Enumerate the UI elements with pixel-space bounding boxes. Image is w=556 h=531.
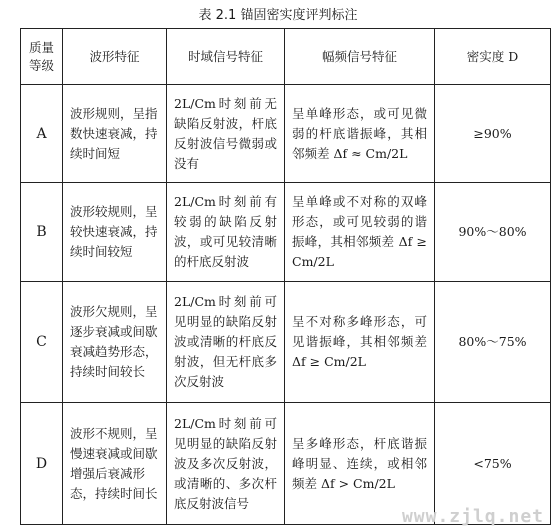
- wave-cell: 波形较规则，呈较快速衰减，持续时间较短: [63, 183, 167, 281]
- time-cell: 2L/Cm时刻前可见明显的缺陷反射波及多次反射波，或清晰的、多次杆底反射波信号: [167, 403, 285, 525]
- time-cell: 2L/Cm时刻前无缺陷反射波，杆底反射波信号微弱或没有: [167, 85, 285, 183]
- ratio-cell: 80%～75%: [435, 281, 551, 403]
- header-grade: 质量等级: [21, 29, 63, 85]
- ratio-cell: <75%: [435, 403, 551, 525]
- time-cell: 2L/Cm时刻前有较弱的缺陷反射波，或可见较清晰的杆底反射波: [167, 183, 285, 281]
- header-wave: 波形特征: [63, 29, 167, 85]
- header-time: 时域信号特征: [167, 29, 285, 85]
- freq-cell: 呈单峰形态，或可见微弱的杆底谐振峰，其相邻频差 Δf ≈ Cm/2L: [285, 85, 435, 183]
- table-caption: 表 2.1 锚固密实度评判标注: [198, 8, 358, 23]
- wave-cell: 波形不规则，呈慢速衰减或间歇增强后衰减形态，持续时间长: [63, 403, 167, 525]
- table-row: [21, 183, 551, 281]
- wave-cell: 波形规则，呈指数快速衰减，持续时间短: [63, 85, 167, 183]
- grade-cell: D: [21, 403, 63, 525]
- ratio-cell: ≥90%: [435, 85, 551, 183]
- freq-cell: 呈单峰或不对称的双峰形态，或可见较弱的谐振峰，其相邻频差 Δf ≥ Cm/2L: [285, 183, 435, 281]
- header-ratio: 密实度 D: [435, 29, 551, 85]
- grade-cell: B: [21, 183, 63, 281]
- wave-cell: 波形欠规则，呈逐步衰减或间歇衰减趋势形态，持续时间较长: [63, 281, 167, 403]
- header-row: [21, 29, 551, 85]
- header-freq: 幅频信号特征: [285, 29, 435, 85]
- freq-cell: 呈多峰形态，杆底谐振峰明显、连续，或相邻频差 Δf > Cm/2L: [285, 403, 435, 525]
- ratio-cell: 90%～80%: [435, 183, 551, 281]
- grade-cell: C: [21, 281, 63, 403]
- site-watermark: www.zjlq.net: [401, 506, 544, 527]
- time-cell: 2L/Cm时刻前可见明显的缺陷反射波或清晰的杆底反射波，但无杆底多次反射波: [167, 281, 285, 403]
- table-row: [21, 85, 551, 183]
- table-row: [21, 281, 551, 403]
- grade-cell: A: [21, 85, 63, 183]
- anchorage-grading-table: [20, 28, 551, 525]
- freq-cell: 呈不对称多峰形态，可见谐振峰，其相邻频差 Δf ≥ Cm/2L: [285, 281, 435, 403]
